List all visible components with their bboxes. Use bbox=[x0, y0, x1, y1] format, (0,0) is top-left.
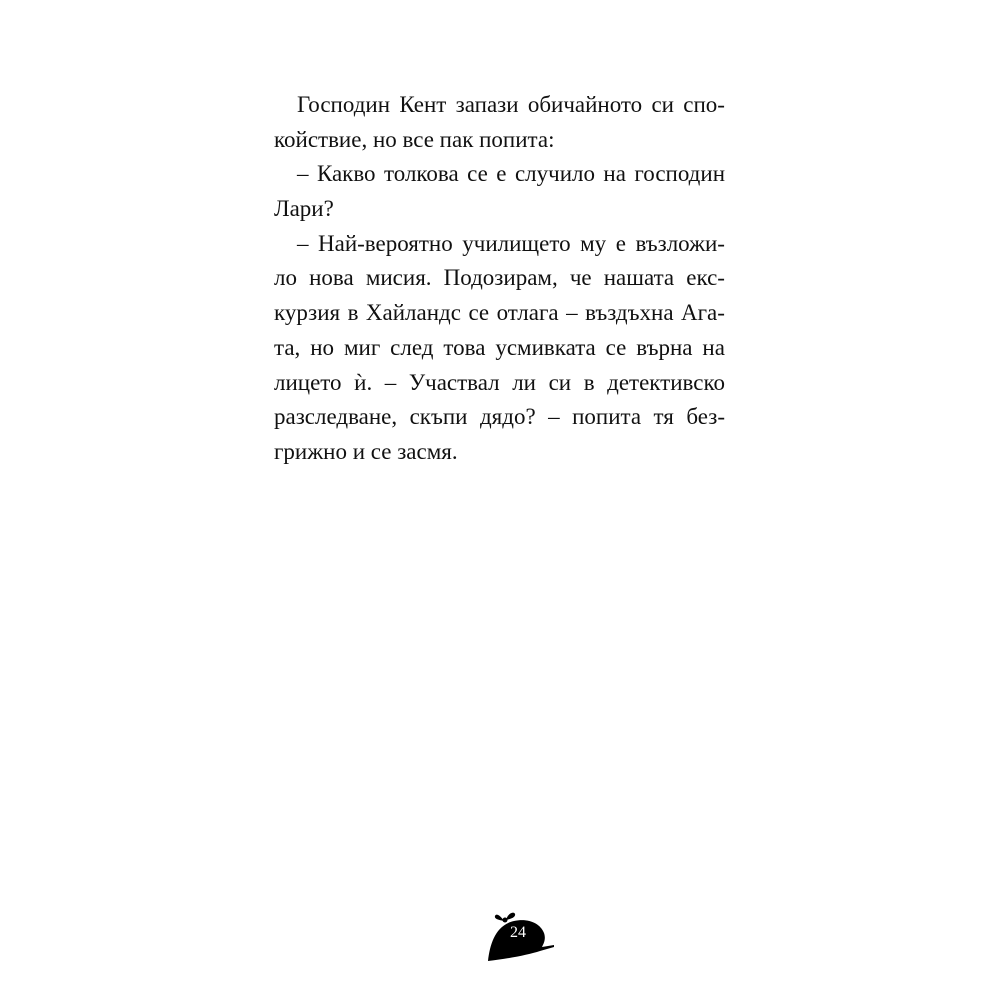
word: без- bbox=[686, 404, 725, 430]
word: – bbox=[548, 404, 560, 430]
word: върна bbox=[636, 334, 693, 360]
word: спо- bbox=[683, 92, 725, 117]
word: обичайното bbox=[527, 92, 643, 117]
word: отлага bbox=[496, 300, 559, 326]
word: – bbox=[566, 300, 578, 326]
word: случило bbox=[514, 161, 595, 187]
text-line bbox=[274, 331, 725, 366]
word: та, bbox=[274, 334, 301, 360]
word: Участвал bbox=[408, 369, 500, 395]
text-line: койствие, но все пак попита: bbox=[274, 126, 555, 152]
text-line bbox=[274, 400, 725, 435]
word: Ага- bbox=[681, 300, 725, 326]
word: се bbox=[468, 300, 490, 326]
word: е bbox=[615, 230, 626, 256]
word: на bbox=[603, 161, 626, 187]
word: Господин bbox=[297, 92, 391, 117]
word: му bbox=[580, 230, 607, 256]
word: ло bbox=[274, 265, 297, 291]
word: ѝ. bbox=[354, 369, 373, 395]
word: мисия. bbox=[365, 265, 432, 291]
word: екс- bbox=[686, 265, 725, 291]
word: Най-вероятно bbox=[318, 230, 453, 256]
word: след bbox=[390, 334, 434, 360]
word: си bbox=[548, 369, 572, 395]
word: ли bbox=[512, 369, 536, 395]
word: разследване, bbox=[274, 404, 398, 430]
word: усмивката bbox=[495, 334, 596, 360]
body-text bbox=[274, 88, 725, 470]
word: въздъхна bbox=[585, 300, 674, 326]
word: лицето bbox=[274, 369, 342, 395]
word: се bbox=[605, 334, 627, 360]
word: миг bbox=[343, 334, 381, 360]
word: Какво bbox=[316, 161, 376, 187]
word: запази bbox=[455, 92, 519, 117]
word: Кент bbox=[399, 92, 447, 117]
word: – bbox=[297, 161, 309, 187]
word: детективско bbox=[607, 369, 725, 395]
text-line: Лари? bbox=[274, 196, 334, 222]
word: училището bbox=[462, 230, 571, 256]
word: нашата bbox=[603, 265, 675, 291]
page-folio bbox=[484, 903, 556, 965]
word: че bbox=[569, 265, 592, 291]
word: на bbox=[702, 334, 725, 360]
word: дядо? bbox=[479, 404, 536, 430]
word: курзия bbox=[274, 300, 341, 326]
word: нова bbox=[309, 265, 354, 291]
word: възложи- bbox=[635, 230, 725, 256]
word: попита bbox=[572, 404, 642, 430]
word: това bbox=[443, 334, 486, 360]
text-line bbox=[274, 366, 725, 401]
text-line bbox=[274, 261, 725, 296]
word: скъпи bbox=[409, 404, 468, 430]
word: господин bbox=[634, 161, 725, 187]
word: Подозирам, bbox=[443, 265, 558, 291]
text-line: грижно и се засмя. bbox=[274, 438, 458, 464]
word: Хайландс bbox=[365, 300, 461, 326]
text-line bbox=[274, 157, 725, 192]
word: се bbox=[467, 161, 488, 187]
word: е bbox=[496, 161, 507, 187]
word: тя bbox=[653, 404, 674, 430]
text-line bbox=[274, 296, 725, 331]
word: си bbox=[651, 92, 674, 117]
word: в bbox=[347, 300, 359, 326]
text-line bbox=[274, 88, 725, 123]
word: толкова bbox=[384, 161, 459, 187]
word: но bbox=[310, 334, 335, 360]
page-number: 24 bbox=[510, 924, 526, 941]
word: – bbox=[384, 369, 397, 395]
text-line bbox=[274, 227, 725, 262]
word: – bbox=[297, 230, 309, 256]
word: в bbox=[583, 369, 595, 395]
